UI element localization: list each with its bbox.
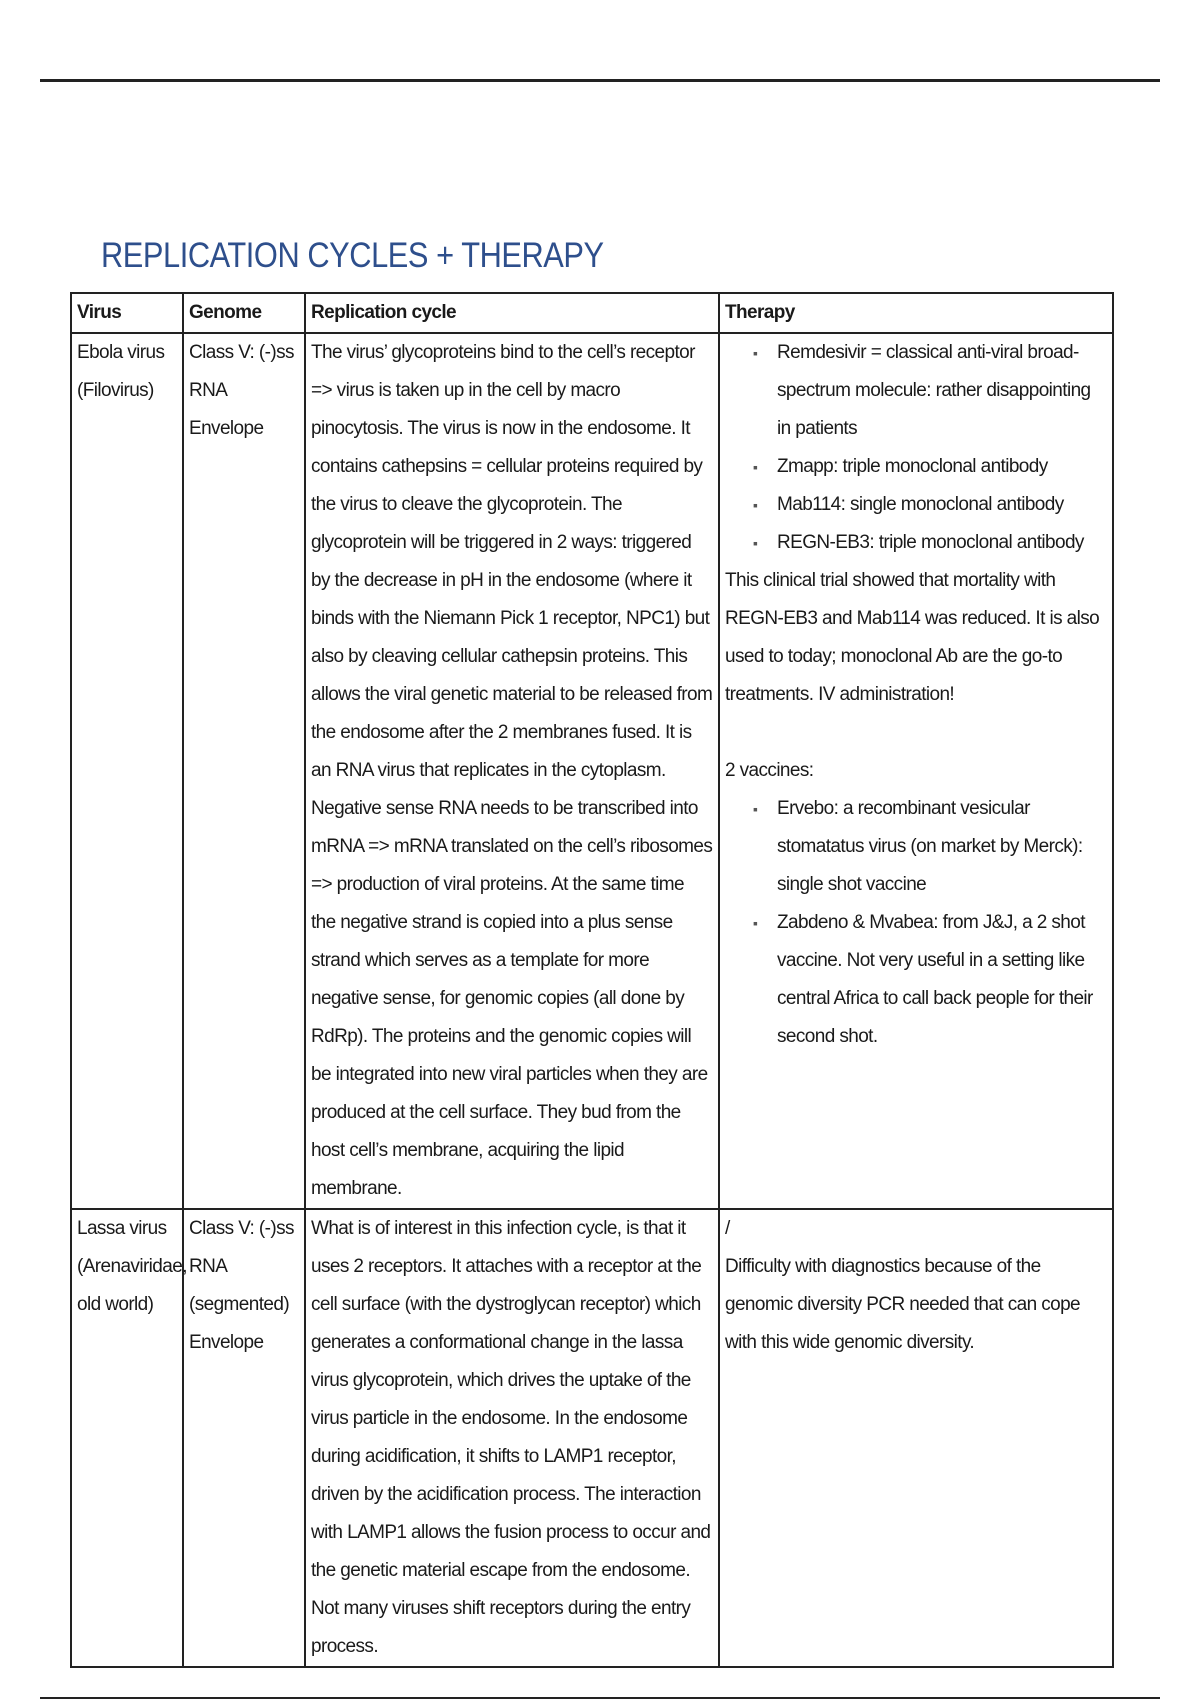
bottom-rule [40,1697,1160,1699]
vaccines-heading: 2 vaccines: [725,760,814,781]
therapy-slash: / [725,1218,730,1239]
bullet-icon: ▪ [753,345,758,361]
list-item: ▪ REGN-EB3: triple monoclonal antibody [725,524,1107,562]
replication-text: What is of interest in this infection cycle, is that it uses 2 receptors. It attaches with a receptor at the cell surface (with the dystroglycan receptor) which generates a conformational change in the lassa virus glycoprotein, which drives the uptake of the virus particle in the endosome. In the endosome during acidification, it shifts to LAMP1 receptor, driven by the acidification process. The interaction with LAMP1 allows the fusion process to occur and the genetic material escape from the endosome. [311,1218,711,1581]
table-row [71,1209,1113,1667]
genome-envelope: Envelope [189,1332,264,1353]
genome-envelope: Envelope [189,418,264,439]
genome-type: RNA [189,1256,228,1277]
replication-table [70,292,1114,1668]
section-title: REPLICATION CYCLES + THERAPY [101,236,604,275]
header-replication: Replication cycle [305,293,719,333]
genome-cell [183,333,305,1209]
header-therapy: Therapy [719,293,1113,333]
top-rule [40,79,1160,82]
replication-note: Not many viruses shift receptors during the entry process. [311,1598,691,1657]
bullet-icon: ▪ [753,915,758,931]
virus-origin: old world) [77,1294,154,1315]
virus-name: Lassa virus [77,1218,167,1239]
list-item: ▪ Mab114: single monoclonal antibody [725,486,1107,524]
virus-family: (Arenaviridae, [77,1256,187,1277]
therapy-cell [719,333,1113,1209]
drug-list [725,334,1107,562]
list-item: ▪ Zmapp: triple monoclonal antibody [725,448,1107,486]
header-genome: Genome [183,293,305,333]
list-item: ▪ Remdesivir = classical anti-viral broad-spectrum molecule: rather disappointing in patients [725,334,1107,448]
genome-class: Class V: (-)ss [189,342,294,363]
list-item: ▪ Zabdeno & Mvabea: from J&J, a 2 shot vaccine. Not very useful in a setting like central Africa to call back people for their second shot. [725,904,1107,1056]
therapy-note: Difficulty with diagnostics because of the genomic diversity PCR needed that can cope with this wide genomic diversity. [725,1256,1081,1353]
replication-cell [305,333,719,1209]
bullet-icon: ▪ [753,535,758,551]
virus-cell [71,333,183,1209]
replication-text: The virus’ glycoproteins bind to the cell’s receptor => virus is taken up in the cell by macro pinocytosis. The virus is now in the endosome. It contains cathepsins = cellular proteins required by the virus to cleave the glycoprotein. The glycoprotein will be triggered in 2 ways: triggered by the decrease in pH in the endosome (where it binds with the Niemann Pick 1 receptor, NPC1) but also by cleaving cellular cathepsin proteins. This allows the viral genetic material to be released from the endosome after the 2 membranes fused. It is an RNA virus that replicates in the cytoplasm. Negative sense RNA needs to be transcribed into mRNA => mRNA translated on the cell’s ribosomes => production of viral proteins. At the same time the negative strand is copied into a plus sense strand which serves as a template for more negative sense, for genomic copies (all done by RdRp). The proteins and the genomic copies will be integrated into new viral particles when they are produced at the cell surface. They bud from the host cell’s membrane, acquiring the lipid membrane. [311,342,713,1199]
trial-note: This clinical trial showed that mortality with REGN-EB3 and Mab114 was reduced. It is also used to today; monoclonal Ab are the go-to treatments. IV administration! [725,570,1100,705]
genome-type: RNA [189,380,228,401]
virus-name: Ebola virus [77,342,165,363]
table-header-row [71,293,1113,333]
replication-cell [305,1209,719,1667]
list-item: ▪ Ervebo: a recombinant vesicular stomatatus virus (on market by Merck): single shot vaccine [725,790,1107,904]
bullet-icon: ▪ [753,801,758,817]
vaccine-list [725,790,1107,1056]
virus-cell [71,1209,187,1667]
genome-cell [183,1209,305,1667]
table-row [71,333,1113,1209]
genome-segmented: (segmented) [189,1294,290,1315]
virus-family: (Filovirus) [77,380,154,401]
bullet-icon: ▪ [753,497,758,513]
genome-class: Class V: (-)ss [189,1218,294,1239]
therapy-cell [719,1209,1113,1667]
header-virus: Virus [71,293,183,333]
bullet-icon: ▪ [753,459,758,475]
